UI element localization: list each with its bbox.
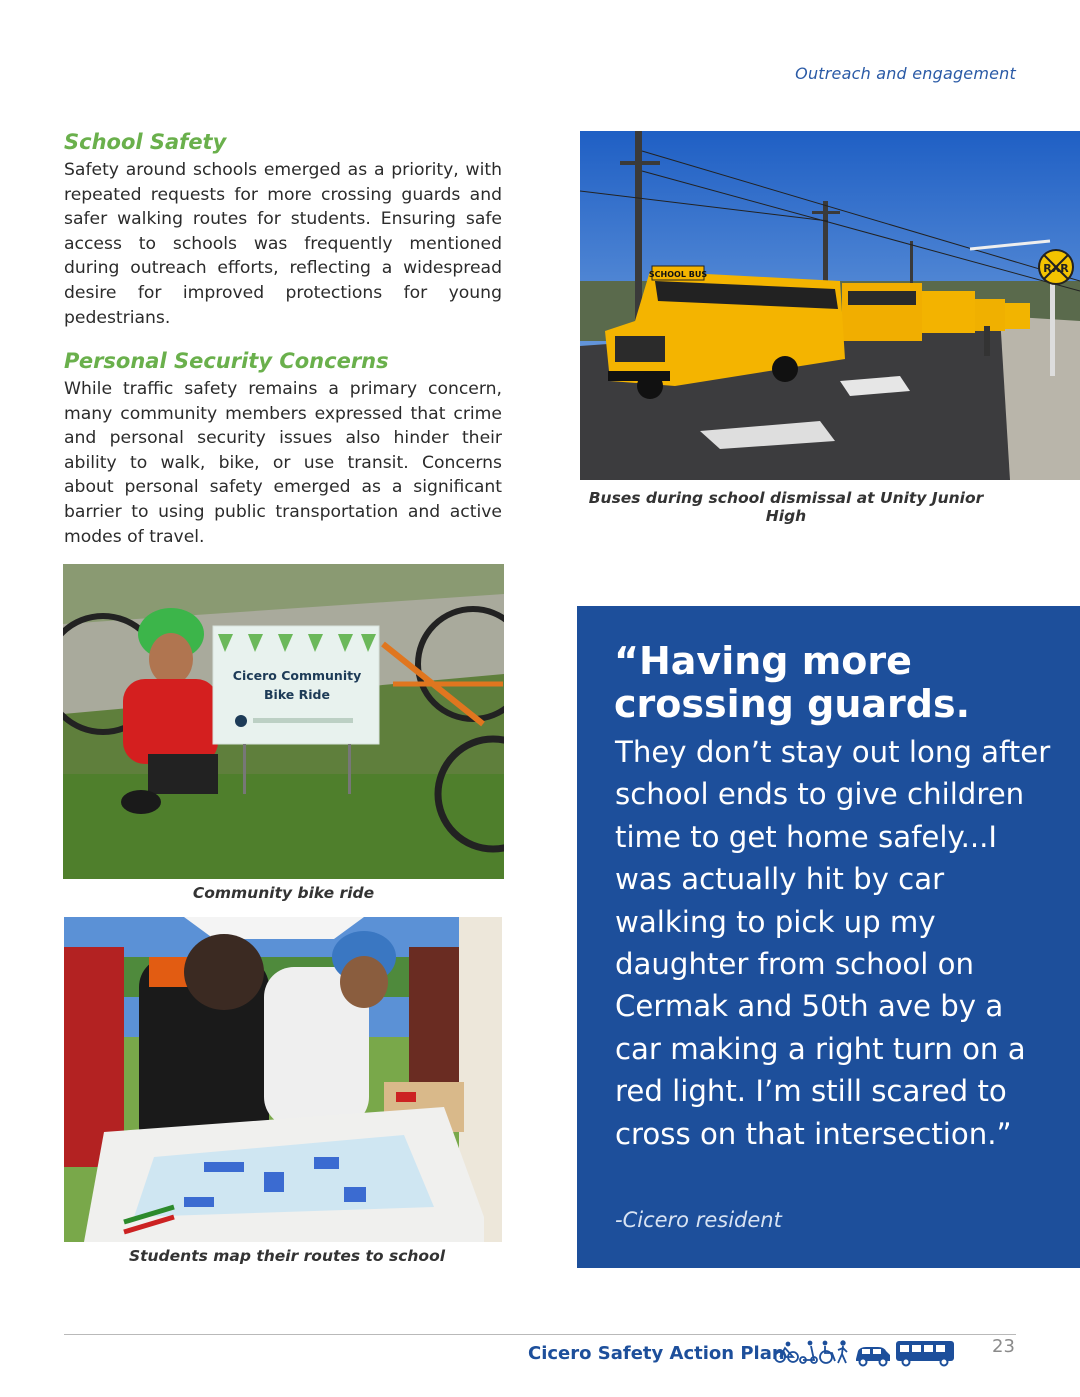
personal-security-heading: Personal Security Concerns xyxy=(64,349,389,373)
bike-ride-caption: Community bike ride xyxy=(192,884,375,902)
bike-ride-photo xyxy=(63,564,504,879)
bus-icon xyxy=(896,1341,954,1366)
wheelchair-icon xyxy=(820,1342,835,1364)
buses-photo xyxy=(580,131,1080,480)
rr-sign-text: RXR xyxy=(1043,262,1069,275)
pedestrian-icon xyxy=(838,1341,847,1363)
buses-caption: Buses during school dismissal at Unity Junior High xyxy=(588,489,984,525)
footer-mode-icons xyxy=(774,1337,959,1373)
school-bus-label: SCHOOL BUS xyxy=(648,270,708,279)
bicycle-icon xyxy=(775,1343,798,1363)
students-map-photo xyxy=(64,917,502,1242)
car-icon xyxy=(856,1347,890,1366)
footer-divider xyxy=(64,1334,1016,1335)
quote-text: They don’t stay out long after school ends to give children time to get home safely...I was actually hit by car walking to pick up my daughter from school on Cermak and 50th ave by a car making a right turn on a red light. I’m still scared to cross on that intersection.” xyxy=(615,735,1051,1151)
quote-author: -Cicero resident xyxy=(615,1208,782,1232)
students-map-caption: Students map their routes to school xyxy=(128,1247,446,1265)
bike-sign-line2: Bike Ride xyxy=(264,687,330,702)
quote-lead: “Having more crossing guards. xyxy=(614,639,971,726)
bike-sign-line1: Cicero Community xyxy=(232,668,362,683)
section-label: Outreach and engagement xyxy=(795,64,1016,83)
school-safety-heading: School Safety xyxy=(64,130,227,154)
school-safety-body: Safety around schools emerged as a priority, with repeated requests for more crossing guards and safer walking routes for students. Ensuring safe access to schools was frequently mentioned during outreach efforts, reflecting a widespread desire for improved protections for young pedestrians. xyxy=(64,160,502,328)
footer-title: Cicero Safety Action Plan xyxy=(528,1343,785,1364)
scooter-icon xyxy=(800,1342,817,1364)
personal-security-body: While traffic safety remains a primary concern, many community members expressed that crime and personal security issues also hinder their ability to walk, bike, or use transit. Concerns about personal safety emerged as a significant barrier to using public transportation and active modes of travel. xyxy=(64,379,502,547)
page-number: 23 xyxy=(992,1336,1015,1357)
